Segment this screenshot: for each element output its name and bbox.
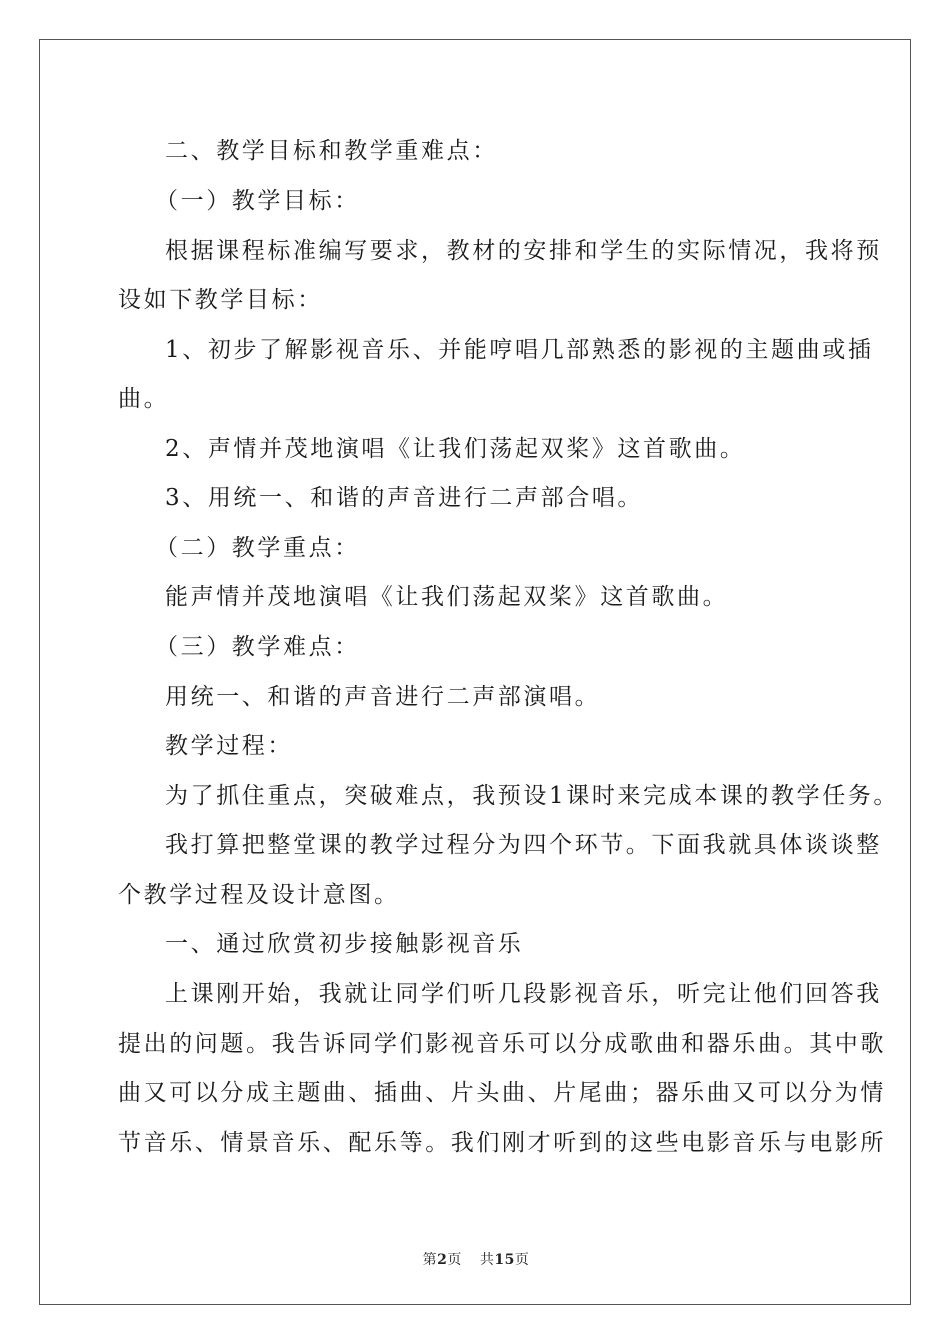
paragraph-line: 能声情并茂地演唱《让我们荡起双桨》这首歌曲。 — [165, 584, 729, 610]
page-frame — [39, 39, 911, 1305]
paragraph-line: 我打算把整堂课的教学过程分为四个环节。下面我就具体谈谈整 — [165, 832, 882, 858]
paragraph-line: 用统一、和谐的声音进行二声部演唱。 — [165, 684, 601, 710]
page-footer — [40, 1250, 912, 1270]
page-prefix: 第 — [422, 1252, 438, 1268]
list-item-1: 1、初步了解影视音乐、并能哼唱几部熟悉的影视的主题曲或插 — [165, 337, 874, 363]
total-pages: 15 — [494, 1252, 515, 1268]
subheading-key-points: （二）教学重点： — [155, 535, 360, 561]
paragraph-line: 提出的问题。我告诉同学们影视音乐可以分成歌曲和器乐曲。其中歌 — [118, 1031, 886, 1057]
subheading-difficulties: （三）教学难点： — [155, 634, 360, 660]
paragraph-line: 为了抓住重点，突破难点，我预设1课时来完成本课的教学任务。 — [165, 783, 900, 809]
total-suffix: 页 — [514, 1252, 530, 1268]
list-item-2: 2、声情并茂地演唱《让我们荡起双桨》这首歌曲。 — [165, 436, 746, 462]
paragraph-line: 曲又可以分成主题曲、插曲、片头曲、片尾曲；器乐曲又可以分为情 — [118, 1080, 886, 1106]
paragraph-line: 曲。 — [118, 386, 170, 412]
paragraph-line: 设如下教学目标： — [118, 287, 323, 313]
subheading-teaching-goals: （一）教学目标： — [155, 188, 360, 214]
section-heading-goals: 二、教学目标和教学重难点： — [165, 138, 498, 164]
list-item-3: 3、用统一、和谐的声音进行二声部合唱。 — [165, 485, 644, 511]
paragraph-line: 上课刚开始，我就让同学们听几段影视音乐，听完让他们回答我 — [165, 981, 882, 1007]
heading-teaching-process: 教学过程： — [165, 733, 293, 759]
page-number: 2 — [437, 1252, 448, 1268]
section-heading-step-one: 一、通过欣赏初步接触影视音乐 — [165, 931, 524, 957]
paragraph-line: 个教学过程及设计意图。 — [118, 882, 400, 908]
page-suffix: 页 — [447, 1252, 462, 1268]
paragraph-line: 根据课程标准编写要求，教材的安排和学生的实际情况，我将预 — [165, 238, 882, 264]
total-prefix: 共 — [479, 1252, 495, 1268]
paragraph-line: 节音乐、情景音乐、配乐等。我们刚才听到的这些电影音乐与电影所 — [118, 1130, 886, 1156]
